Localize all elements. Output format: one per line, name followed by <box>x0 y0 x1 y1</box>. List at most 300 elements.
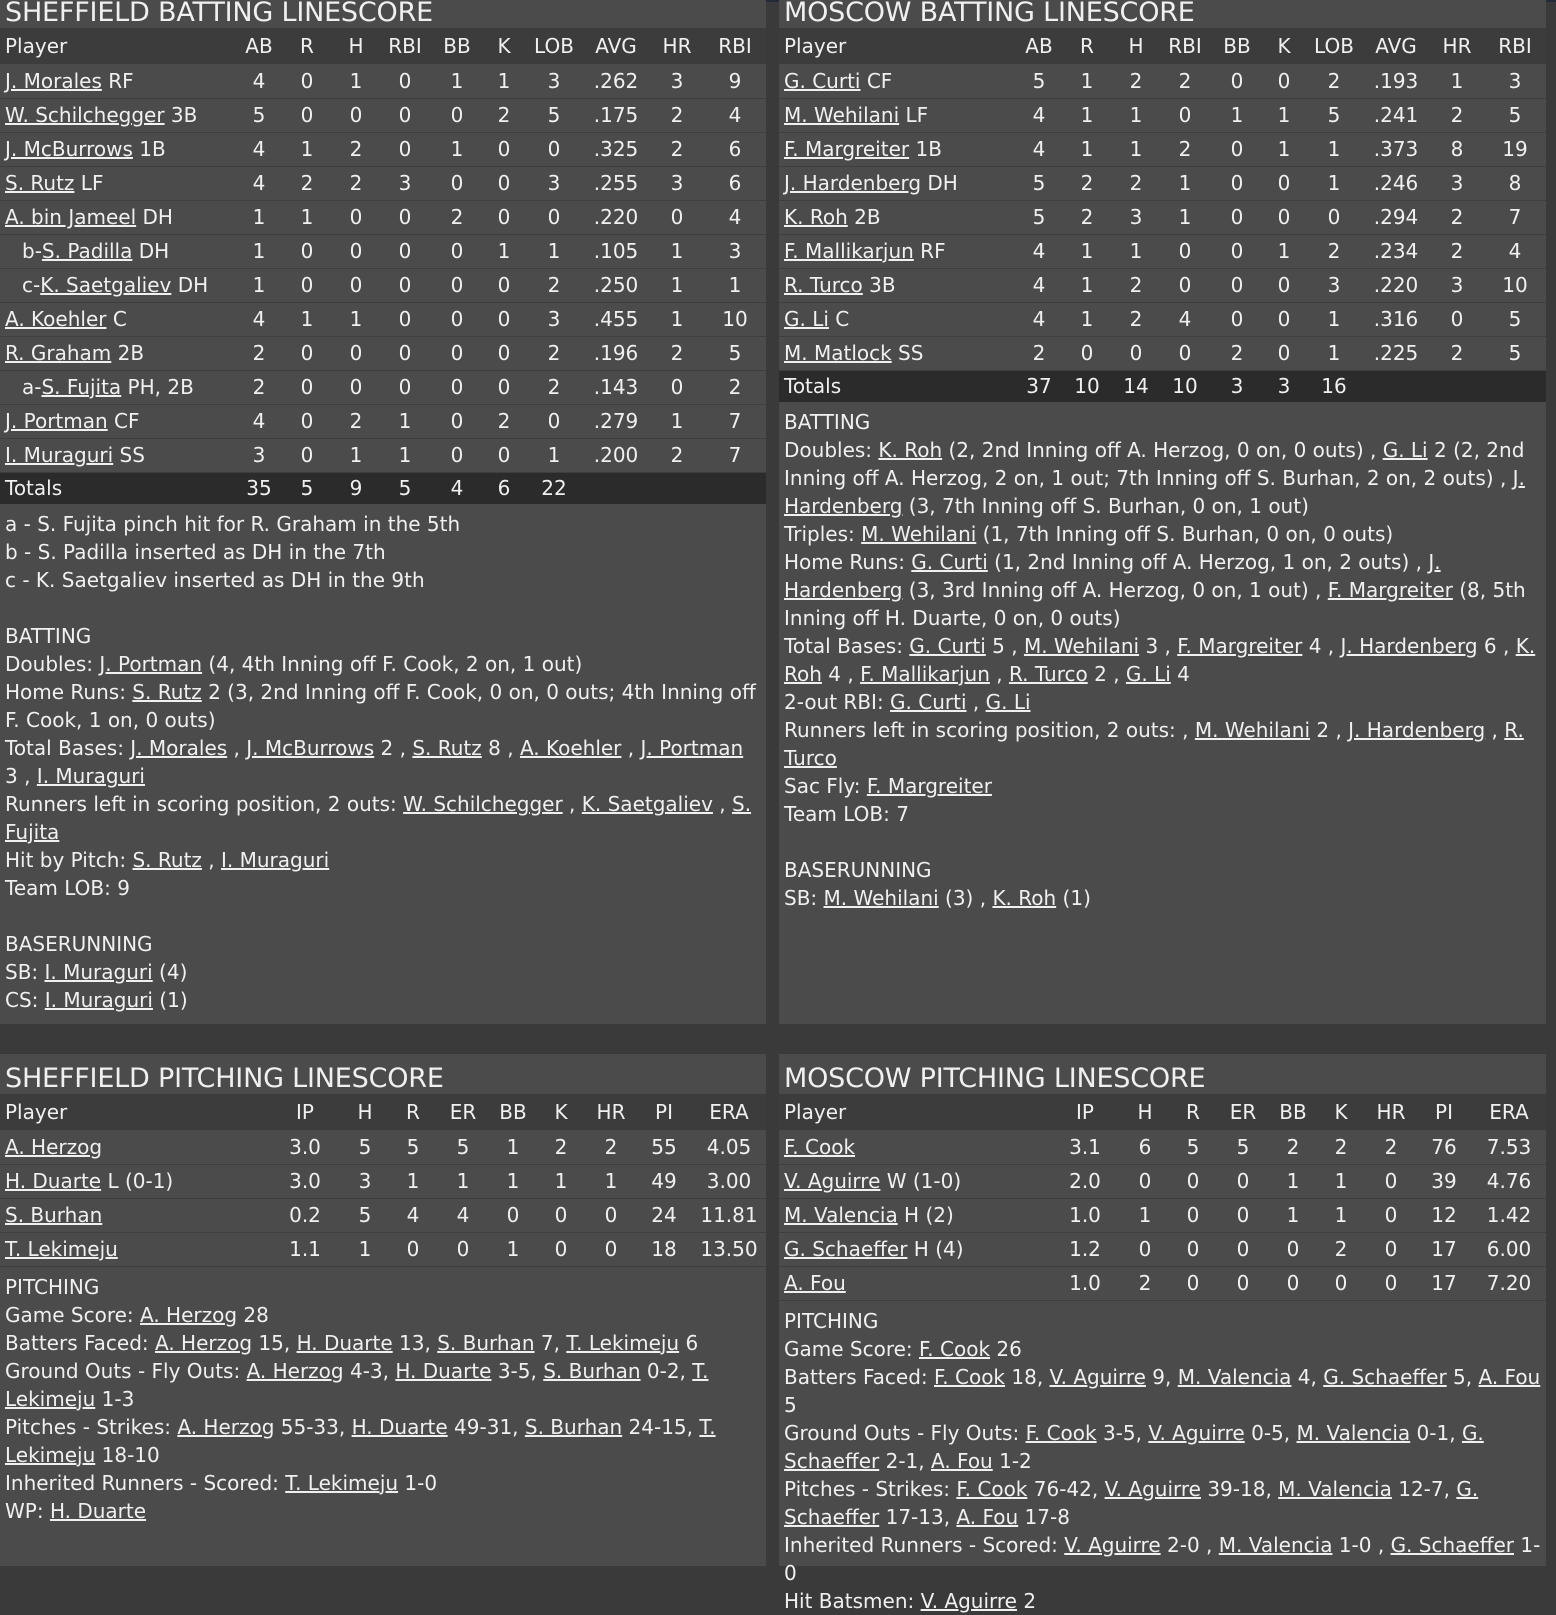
stat-cell: 2 <box>349 409 363 433</box>
stat-cell: 2 <box>670 103 684 127</box>
player-link[interactable]: T. Lekimeju <box>5 1237 118 1261</box>
stat-text: Pitches - Strikes: <box>5 1414 178 1439</box>
player-link[interactable]: G. Schaeffer <box>784 1237 908 1261</box>
player-row <box>0 1198 766 1232</box>
player-cell <box>779 200 1018 234</box>
player-position: CF <box>107 409 140 433</box>
column-header[interactable]: R <box>1186 1100 1200 1124</box>
player-link[interactable]: F. Cook <box>1025 1420 1097 1445</box>
stat-line <box>784 548 1541 632</box>
stat-text: 39-18, <box>1200 1476 1279 1501</box>
stat-cell: 0 <box>1277 171 1291 195</box>
player-link[interactable]: F. Margreiter <box>1177 634 1303 658</box>
stat-cell: 1 <box>252 273 266 297</box>
player-link[interactable]: S. Rutz <box>132 848 202 872</box>
column-header[interactable]: LOB <box>1314 34 1354 58</box>
player-link[interactable]: R. Turco <box>784 273 863 297</box>
stat-line <box>5 678 761 734</box>
player-link[interactable]: A. Herzog <box>140 1302 238 1327</box>
player-link[interactable]: A. Herzog <box>177 1414 275 1439</box>
stat-cell: 1 <box>1327 341 1341 365</box>
player-link[interactable]: A. Koehler <box>5 307 107 331</box>
stat-text: 9, <box>1145 1364 1178 1389</box>
player-link[interactable]: V. Aguirre <box>1049 1364 1146 1389</box>
stat-line <box>784 1419 1541 1475</box>
column-header[interactable]: BB <box>1279 1100 1307 1124</box>
footnote: a - S. Fujita pinch hit for R. Graham in the 5th <box>5 512 461 536</box>
player-link[interactable]: F. Cook <box>956 1476 1028 1501</box>
column-header[interactable]: ER <box>449 1100 477 1124</box>
player-link[interactable]: S. Burhan <box>524 1414 623 1439</box>
pitching-table <box>0 1094 766 1267</box>
stat-cell: 76 <box>1431 1134 1457 1159</box>
stat-cell: 5 <box>1327 103 1341 127</box>
column-header[interactable]: R <box>1080 34 1094 58</box>
stat-line <box>5 1413 761 1469</box>
stat-cell: 5 <box>358 1203 372 1227</box>
stat-cell: 0 <box>398 103 412 127</box>
player-link[interactable]: T. Lekimeju <box>566 1330 680 1355</box>
player-link[interactable]: R. Turco <box>784 718 1524 770</box>
player-link[interactable]: J. Hardenberg <box>784 171 922 195</box>
player-link[interactable]: R. Turco <box>1008 662 1088 686</box>
column-header[interactable]: RBI <box>1498 34 1532 58</box>
player-link[interactable]: H. Duarte <box>49 1498 147 1523</box>
player-row <box>0 98 766 132</box>
stat-cell: 1.2 <box>1069 1237 1101 1261</box>
player-link[interactable]: M. Wehilani <box>1023 634 1140 658</box>
player-position: C <box>106 307 127 331</box>
stat-cell: 0 <box>1277 273 1291 297</box>
stat-cell: 0 <box>300 443 314 467</box>
player-cell <box>0 1198 270 1232</box>
player-link[interactable]: A. Fou <box>930 1448 993 1473</box>
column-header[interactable]: HR <box>596 1100 626 1124</box>
player-link[interactable]: M. Wehilani <box>823 886 939 910</box>
player-cell <box>0 166 238 200</box>
column-header[interactable]: HR <box>662 34 692 58</box>
column-header[interactable]: H <box>357 1100 373 1124</box>
stat-text: SB: <box>5 960 45 984</box>
player-position: SS <box>113 443 145 467</box>
header-row <box>0 1094 766 1130</box>
totals-cell: 3 <box>1230 374 1244 399</box>
player-row <box>0 302 766 336</box>
player-link[interactable]: A. Fou <box>956 1504 1019 1529</box>
stat-cell: 0 <box>547 409 561 433</box>
player-link[interactable]: S. Rutz <box>5 171 75 195</box>
player-link[interactable]: K. Saetgaliev <box>581 792 713 816</box>
stat-cell: 1 <box>456 1169 470 1193</box>
stat-line <box>5 734 761 790</box>
stat-text: Ground Outs - Fly Outs: <box>5 1358 247 1383</box>
totals-cell <box>1362 370 1430 402</box>
player-link[interactable]: M. Valencia <box>784 1203 898 1227</box>
stat-cell: 7.20 <box>1486 1271 1532 1295</box>
player-cell <box>0 1232 270 1266</box>
player-link[interactable]: S. Rutz <box>132 680 202 704</box>
stat-line <box>784 688 1541 716</box>
stat-text: Total Bases: <box>5 736 131 760</box>
stat-cell: 0 <box>398 205 412 229</box>
stat-cell: 1 <box>1334 1169 1348 1193</box>
stat-cell: 7.53 <box>1486 1134 1532 1159</box>
player-link[interactable]: F. Mallikarjun <box>784 239 914 263</box>
stat-cell: 0 <box>1178 239 1192 263</box>
player-cell <box>0 132 238 166</box>
stat-cell: 2 <box>497 103 511 127</box>
section-heading: BATTING <box>5 624 92 648</box>
stat-cell: 19 <box>1502 137 1528 161</box>
column-header[interactable]: PI <box>1435 1100 1453 1124</box>
column-header[interactable]: ERA <box>709 1100 749 1124</box>
column-header[interactable]: Player <box>5 34 68 58</box>
stat-cell: 0 <box>1384 1169 1398 1193</box>
player-link[interactable]: F. Margreiter <box>866 774 992 798</box>
player-link[interactable]: M. Valencia <box>1218 1532 1333 1557</box>
stat-cell: 2 <box>1129 307 1143 331</box>
stat-cell: 1 <box>1286 1203 1300 1227</box>
player-link[interactable]: M. Wehilani <box>1194 718 1310 742</box>
stat-cell: 3.00 <box>706 1169 752 1193</box>
stat-text: 5 <box>784 1392 797 1417</box>
stat-cell: 0 <box>1236 1271 1250 1295</box>
stat-cell: 4 <box>728 103 742 127</box>
player-link[interactable]: G. Curti <box>911 550 988 574</box>
stat-text: 17-8 <box>1018 1504 1070 1529</box>
stat-cell: .262 <box>593 68 639 93</box>
stat-cell: 1 <box>670 239 684 263</box>
player-link[interactable]: K. Roh <box>992 886 1057 910</box>
stat-cell: 18 <box>651 1237 677 1261</box>
player-row <box>779 1266 1546 1300</box>
stat-cell: 1 <box>506 1169 520 1193</box>
totals-cell: 16 <box>1321 374 1347 399</box>
column-header[interactable]: BB <box>499 1100 527 1124</box>
section-heading: PITCHING <box>5 1274 100 1299</box>
player-link[interactable]: F. Cook <box>919 1336 991 1361</box>
batting-table <box>0 28 766 504</box>
stat-line <box>784 716 1541 772</box>
stat-line <box>784 1335 1541 1363</box>
stat-cell: 1 <box>1080 68 1094 93</box>
player-link[interactable]: I. Muraguri <box>36 764 145 788</box>
player-position: DH <box>921 171 958 195</box>
player-cell <box>0 438 238 472</box>
column-header[interactable]: R <box>406 1100 420 1124</box>
player-link[interactable]: M. Valencia <box>1177 1364 1292 1389</box>
stat-cell: 0 <box>450 409 464 433</box>
stat-cell: 0 <box>1230 205 1244 229</box>
player-link[interactable]: M. Wehilani <box>784 103 900 127</box>
stat-cell: 12 <box>1431 1203 1457 1227</box>
player-link[interactable]: M. Matlock <box>784 341 892 365</box>
player-link[interactable]: J. McBurrows <box>246 736 375 760</box>
player-link[interactable]: J. Hardenberg <box>784 466 1525 518</box>
notes-block <box>779 402 1546 912</box>
player-row <box>0 438 766 472</box>
player-link[interactable]: G. Curti <box>890 690 967 714</box>
stat-cell: 0 <box>300 68 314 93</box>
stat-text: 1-0 <box>398 1470 438 1495</box>
player-link[interactable]: A. Fou <box>1478 1364 1541 1389</box>
stat-cell: 2 <box>547 341 561 365</box>
stat-cell: 3 <box>1450 171 1464 195</box>
stat-cell: 2 <box>1129 273 1143 297</box>
player-link[interactable]: J. Morales <box>5 68 102 93</box>
player-link[interactable]: F. Cook <box>933 1364 1006 1389</box>
player-link[interactable]: G. Schaeffer <box>784 1476 1479 1529</box>
notes-block <box>0 1267 766 1525</box>
player-cell <box>779 336 1018 370</box>
player-link[interactable]: S. Rutz <box>412 736 482 760</box>
player-link[interactable]: V. Aguirre <box>1148 1420 1245 1445</box>
column-header[interactable]: Player <box>784 1100 847 1124</box>
column-header[interactable]: H <box>1128 34 1144 58</box>
stat-text: 15, <box>252 1330 297 1355</box>
column-header[interactable]: ER <box>1229 1100 1257 1124</box>
stat-line <box>784 1587 1541 1615</box>
stat-line <box>784 1475 1541 1531</box>
stat-cell: 0 <box>1186 1169 1200 1193</box>
stat-cell: 2 <box>554 1134 568 1159</box>
player-link[interactable]: S. Padilla <box>41 239 133 263</box>
player-link[interactable]: F. Margreiter <box>784 137 910 161</box>
stat-cell: 5 <box>406 1134 420 1159</box>
column-header[interactable]: LOB <box>534 34 574 58</box>
player-link[interactable]: G. Li <box>1382 438 1428 462</box>
stat-text: 4 <box>1170 662 1190 686</box>
stat-cell: 1 <box>1277 137 1291 161</box>
column-header[interactable]: Player <box>784 34 847 58</box>
player-link[interactable]: H. Duarte <box>5 1169 102 1193</box>
column-header[interactable]: RBI <box>1168 34 1202 58</box>
player-cell <box>779 64 1018 98</box>
column-header[interactable]: HR <box>1376 1100 1406 1124</box>
stat-cell: .279 <box>593 409 639 433</box>
column-header[interactable]: K <box>497 34 511 58</box>
stat-cell: 1 <box>1080 307 1094 331</box>
player-link[interactable]: J. Hardenberg <box>1340 634 1478 658</box>
column-header[interactable]: BB <box>1223 34 1251 58</box>
player-link[interactable]: I. Muraguri <box>5 443 114 467</box>
column-header[interactable]: H <box>1137 1100 1153 1124</box>
player-link[interactable]: V. Aguirre <box>920 1588 1017 1613</box>
player-link[interactable]: S. Burhan <box>5 1203 103 1227</box>
player-link[interactable]: A. Fou <box>784 1271 846 1295</box>
player-link[interactable]: K. Roh <box>878 438 943 462</box>
stat-text: 0-5, <box>1244 1420 1297 1445</box>
player-link[interactable]: T. Lekimeju <box>5 1414 716 1467</box>
player-link[interactable]: J. Hardenberg <box>1348 718 1486 742</box>
player-link[interactable]: I. Muraguri <box>44 988 153 1012</box>
stat-cell: .105 <box>593 239 639 263</box>
stat-cell: 0 <box>1277 307 1291 331</box>
stats-section <box>5 622 761 902</box>
stat-text: 6 , <box>1477 634 1516 658</box>
player-link[interactable]: H. Duarte <box>351 1414 448 1439</box>
stat-cell: 2 <box>670 443 684 467</box>
player-cell <box>0 64 238 98</box>
player-link[interactable]: F. Margreiter <box>1327 578 1453 602</box>
stat-text: 1-2 <box>992 1448 1032 1473</box>
column-header[interactable]: K <box>1334 1100 1348 1124</box>
stat-cell: 0 <box>1230 307 1244 331</box>
stat-cell: 2 <box>349 171 363 195</box>
stat-text: Pitches - Strikes: <box>784 1476 957 1501</box>
player-link[interactable]: H. Duarte <box>296 1330 393 1355</box>
stat-cell: 2 <box>1129 68 1143 93</box>
player-link[interactable]: K. Roh <box>784 634 1536 686</box>
column-header[interactable]: K <box>1277 34 1291 58</box>
stat-cell: 5 <box>252 103 266 127</box>
stat-cell: 0 <box>349 341 363 365</box>
stat-cell: 4 <box>252 409 266 433</box>
player-cell <box>0 234 238 268</box>
player-link[interactable]: G. Schaeffer <box>1323 1364 1447 1389</box>
player-link[interactable]: S. Burhan <box>543 1358 641 1383</box>
stat-text: Doubles: <box>5 652 100 676</box>
player-link[interactable]: V. Aguirre <box>1064 1532 1161 1557</box>
stat-cell: 24 <box>651 1203 677 1227</box>
player-link[interactable]: H. Duarte <box>395 1358 492 1383</box>
player-position: LF <box>74 171 104 195</box>
stat-cell: 1 <box>349 68 363 93</box>
player-link[interactable]: G. Li <box>1125 662 1171 686</box>
player-link[interactable]: S. Burhan <box>437 1330 535 1355</box>
player-link[interactable]: A. Herzog <box>246 1358 344 1383</box>
player-link[interactable]: J. Hardenberg <box>784 550 1441 602</box>
stat-cell: 0 <box>1129 341 1143 365</box>
player-link[interactable]: K. Saetgaliev <box>40 273 172 297</box>
player-link[interactable]: J. Portman <box>640 736 744 760</box>
column-header[interactable]: Player <box>5 1100 68 1124</box>
column-header[interactable]: ERA <box>1489 1100 1529 1124</box>
stat-cell: 2 <box>1080 171 1094 195</box>
column-header[interactable]: RBI <box>718 34 752 58</box>
player-row <box>779 1164 1546 1198</box>
player-link[interactable]: G. Schaeffer <box>1390 1532 1515 1557</box>
stat-cell: 0 <box>497 273 511 297</box>
stat-cell: 0 <box>300 341 314 365</box>
player-link[interactable]: I. Muraguri <box>221 848 330 872</box>
stat-text: 3-5, <box>1096 1420 1149 1445</box>
player-cell <box>0 200 238 234</box>
stat-cell: 5 <box>358 1134 372 1159</box>
column-header[interactable]: AVG <box>595 34 637 58</box>
player-link[interactable]: V. Aguirre <box>1104 1476 1201 1501</box>
totals-row <box>779 370 1546 402</box>
player-link[interactable]: J. Morales <box>130 736 228 760</box>
player-link[interactable]: S. Fujita <box>5 792 752 844</box>
stat-cell: 1 <box>1080 103 1094 127</box>
stat-text: 13, <box>392 1330 438 1355</box>
player-link[interactable]: S. Fujita <box>41 375 122 399</box>
player-link[interactable]: W. Schilchegger <box>403 792 563 816</box>
stat-cell: 4 <box>1032 103 1046 127</box>
stat-text: (3) , <box>938 886 993 910</box>
player-link[interactable]: V. Aguirre <box>784 1169 881 1193</box>
stat-text: 4 , <box>821 662 861 686</box>
stat-cell: .250 <box>593 273 639 297</box>
stat-cell: 10 <box>722 307 748 331</box>
stat-cell: 0 <box>1286 1271 1300 1295</box>
player-link[interactable]: K. Roh <box>784 205 848 229</box>
player-link[interactable]: M. Wehilani <box>861 522 977 546</box>
player-link[interactable]: T. Lekimeju <box>5 1358 709 1411</box>
stat-text: 12-7, <box>1391 1476 1457 1501</box>
player-link[interactable]: G. Schaeffer <box>784 1420 1484 1473</box>
stat-cell: 0 <box>547 137 561 161</box>
player-link[interactable]: G. Curti <box>909 634 986 658</box>
column-header[interactable]: IP <box>1076 1100 1094 1124</box>
column-header[interactable]: AB <box>1025 34 1053 58</box>
column-header[interactable]: BB <box>443 34 471 58</box>
column-header[interactable]: AB <box>245 34 273 58</box>
player-link[interactable]: F. Cook <box>784 1134 856 1159</box>
stat-cell: 0 <box>300 239 314 263</box>
stat-cell: 4.05 <box>706 1134 752 1159</box>
player-link[interactable]: R. Graham <box>5 341 112 365</box>
stat-cell: 2 <box>604 1134 618 1159</box>
stat-cell: 1 <box>349 443 363 467</box>
column-header[interactable]: H <box>348 34 364 58</box>
stat-cell: 6 <box>1138 1134 1152 1159</box>
column-header[interactable]: RBI <box>388 34 422 58</box>
player-link[interactable]: G. Li <box>784 307 829 331</box>
column-header[interactable]: K <box>554 1100 568 1124</box>
player-link[interactable]: J. Portman <box>99 652 203 676</box>
stat-text: (2, 2nd Inning off A. Herzog, 0 on, 0 outs) , <box>942 438 1383 462</box>
stat-cell: 0 <box>1230 239 1244 263</box>
player-link[interactable]: A. Koehler <box>519 736 622 760</box>
player-link[interactable]: T. Lekimeju <box>285 1470 399 1495</box>
stat-cell: 0 <box>497 205 511 229</box>
player-link[interactable]: A. Herzog <box>5 1134 103 1159</box>
player-link[interactable]: M. Valencia <box>1278 1476 1392 1501</box>
stat-text: (8, 5th Inning off H. Duarte, 0 on, 0 outs) <box>784 578 1526 630</box>
player-link[interactable]: M. Valencia <box>1296 1420 1411 1445</box>
player-link[interactable]: J. McBurrows <box>5 137 133 161</box>
column-header[interactable]: R <box>300 34 314 58</box>
stat-cell: .175 <box>593 103 639 127</box>
column-header[interactable]: HR <box>1442 34 1472 58</box>
player-link[interactable]: F. Mallikarjun <box>860 662 990 686</box>
player-link[interactable]: J. Portman <box>5 409 108 433</box>
stat-text: , <box>1485 718 1505 742</box>
stat-cell: 1 <box>1277 239 1291 263</box>
stat-cell: 3 <box>398 171 412 195</box>
stat-cell: 0 <box>450 443 464 467</box>
column-header[interactable]: IP <box>296 1100 314 1124</box>
column-header[interactable]: AVG <box>1375 34 1417 58</box>
stat-text: 4-3, <box>343 1358 396 1383</box>
player-link[interactable]: G. Li <box>985 690 1031 714</box>
player-link[interactable]: I. Muraguri <box>44 960 153 984</box>
player-link[interactable]: A. Herzog <box>154 1330 253 1355</box>
stat-text: (1, 7th Inning off S. Burhan, 0 on, 0 outs) <box>976 522 1394 546</box>
stat-cell: 1 <box>398 409 412 433</box>
stat-cell: .255 <box>593 171 639 195</box>
stat-cell: 1 <box>554 1169 568 1193</box>
stat-text: Sac Fly: <box>784 774 867 798</box>
player-link[interactable]: A. bin Jameel <box>5 205 137 229</box>
player-link[interactable]: W. Schilchegger <box>5 103 165 127</box>
player-link[interactable]: G. Curti <box>784 68 861 93</box>
column-header[interactable]: PI <box>655 1100 673 1124</box>
stat-text: 2 (2, 2nd Inning off A. Herzog, 2 on, 1 out; 7th Inning off S. Burhan, 2 on, 2 outs) , <box>784 438 1525 490</box>
stat-cell: 8 <box>1450 137 1464 161</box>
